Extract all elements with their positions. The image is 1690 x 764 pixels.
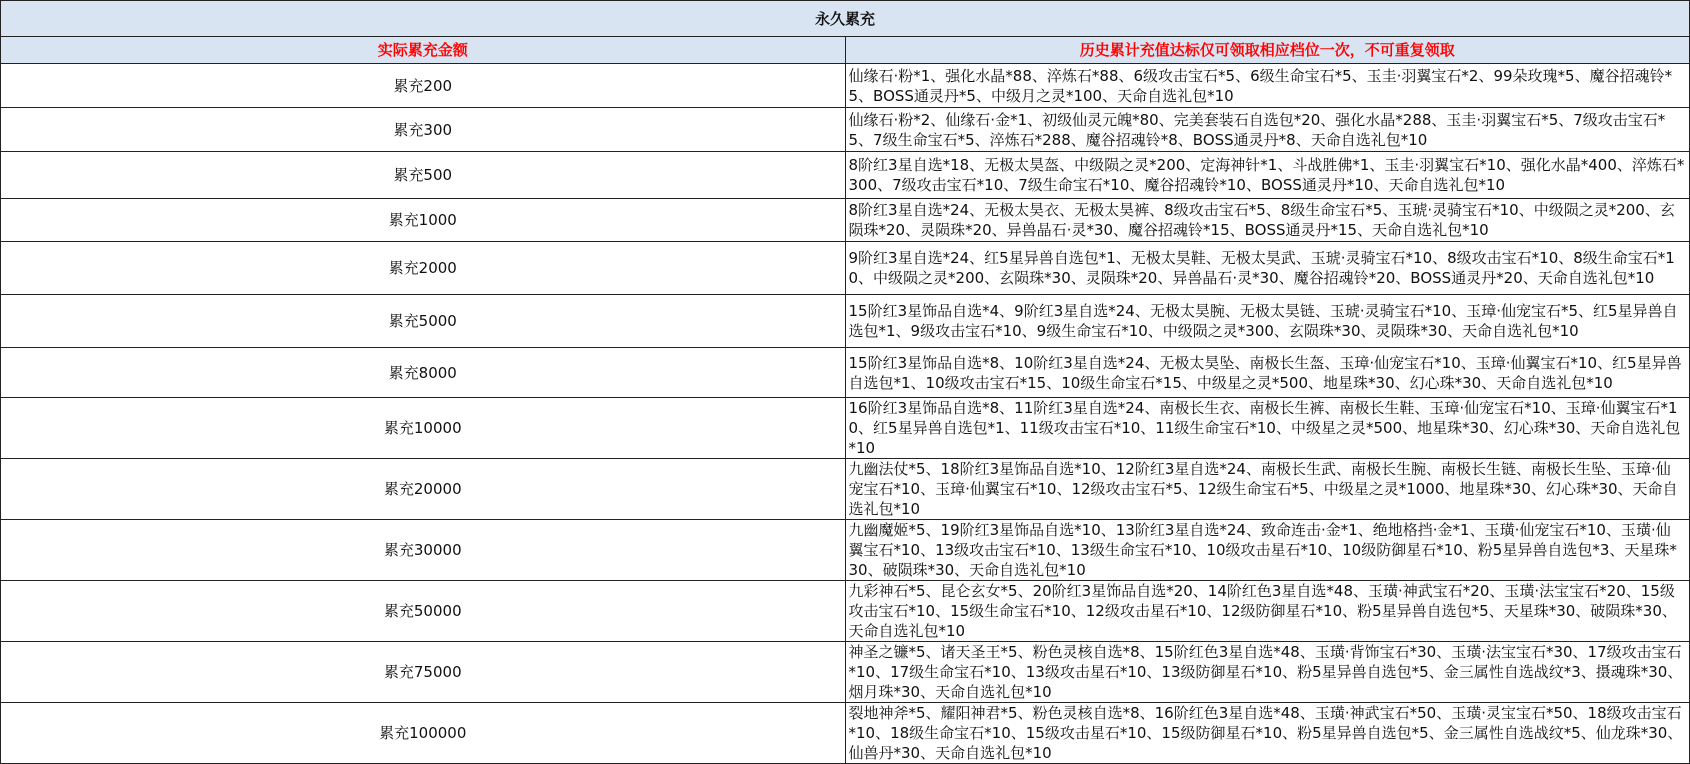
table-row: [1, 348, 1690, 398]
row-amount: 累充75000: [1, 642, 846, 703]
row-amount: 累充100000: [1, 703, 846, 764]
row-amount: 累充30000: [1, 520, 846, 581]
table-row: [1, 64, 1690, 108]
table-header-row: [1, 37, 1690, 64]
table-row: [1, 581, 1690, 642]
table-title-row: [1, 1, 1690, 37]
table-row: [1, 459, 1690, 520]
table-row: [1, 242, 1690, 295]
row-rewards: 九幽魔姬*5、19阶红3星饰品自选*10、13阶红3星自选*24、致命连击·金*1、绝地格挡·金*1、玉璜·仙宠宝石*10、玉璜·仙翼宝石*10、13级攻击宝石*10、13级生命宝石*10、10级攻击星石*10、10级防御星石*10、粉5星异兽自选包*3、天星珠*30、破陨珠*30、天命自选礼包*10: [845, 520, 1690, 581]
row-rewards: 神圣之镰*5、诸天圣王*5、粉色灵核自选*8、15阶红色3星自选*48、玉璜·背饰宝石*30、玉璜·法宝宝石*30、17级攻击宝石*10、17级生命宝石*10、13级攻击星石*10、13级防御星石*10、粉5星异兽自选包*5、金三属性自选战纹*3、摄魂珠*30、烟月珠*30、天命自选礼包*10: [845, 642, 1690, 703]
header-amount: 实际累充金额: [1, 37, 846, 64]
table-row: [1, 108, 1690, 152]
row-rewards: 16阶红3星饰品自选*8、11阶红3星自选*24、南极长生衣、南极长生裤、南极长生鞋、玉璋·仙宠宝石*10、玉璋·仙翼宝石*10、红5星异兽自选包*1、11级攻击宝石*10、11级生命宝石*10、中级星之灵*500、地星珠*30、幻心珠*30、天命自选礼包*10: [845, 398, 1690, 459]
row-amount: 累充10000: [1, 398, 846, 459]
row-amount: 累充50000: [1, 581, 846, 642]
row-amount: 累充200: [1, 64, 846, 108]
row-rewards: 8阶红3星自选*18、无极太昊盔、中级陨之灵*200、定海神针*1、斗战胜佛*1、玉圭·羽翼宝石*10、强化水晶*400、淬炼石*300、7级攻击宝石*10、7级生命宝石*10、魔谷招魂铃*10、BOSS通灵丹*10、天命自选礼包*10: [845, 152, 1690, 199]
row-rewards: 15阶红3星饰品自选*4、9阶红3星自选*24、无极太昊腕、无极太昊链、玉琥·灵骑宝石*10、玉璋·仙宠宝石*5、红5星异兽自选包*1、9级攻击宝石*10、9级生命宝石*10、中级陨之灵*300、玄陨珠*30、灵陨珠*30、天命自选礼包*10: [845, 295, 1690, 348]
row-amount: 累充1000: [1, 199, 846, 242]
table-row: [1, 152, 1690, 199]
row-rewards: 仙缘石·粉*2、仙缘石·金*1、初级仙灵元魄*80、完美套装石自选包*20、强化水晶*288、玉圭·羽翼宝石*5、7级攻击宝石*5、7级生命宝石*5、淬炼石*288、魔谷招魂铃*8、BOSS通灵丹*8、天命自选礼包*10: [845, 108, 1690, 152]
table-row: [1, 520, 1690, 581]
row-rewards: 8阶红3星自选*24、无极太昊衣、无极太昊裤、8级攻击宝石*5、8级生命宝石*5、玉琥·灵骑宝石*10、中级陨之灵*200、玄陨珠*20、灵陨珠*20、异兽晶石·灵*30、魔谷招魂铃*15、BOSS通灵丹*15、天命自选礼包*10: [845, 199, 1690, 242]
row-rewards: 九幽法仗*5、18阶红3星饰品自选*10、12阶红3星自选*24、南极长生武、南极长生腕、南极长生链、南极长生坠、玉璋·仙宠宝石*10、玉璋·仙翼宝石*10、12级攻击宝石*5、12级生命宝石*5、中级星之灵*1000、地星珠*30、幻心珠*30、天命自选礼包*10: [845, 459, 1690, 520]
table-title: 永久累充: [1, 1, 1690, 37]
row-amount: 累充8000: [1, 348, 846, 398]
row-rewards: 15阶红3星饰品自选*8、10阶红3星自选*24、无极太昊坠、南极长生盔、玉璋·仙宠宝石*10、玉璋·仙翼宝石*10、红5星异兽自选包*1、10级攻击宝石*15、10级生命宝石*15、中级星之灵*500、地星珠*30、幻心珠*30、天命自选礼包*10: [845, 348, 1690, 398]
row-rewards: 裂地神斧*5、耀阳神君*5、粉色灵核自选*8、16阶红色3星自选*48、玉璜·神武宝石*50、玉璜·灵宝宝石*50、18级攻击宝石*10、18级生命宝石*10、15级攻击星石*10、15级防御星石*10、粉5星异兽自选包*5、金三属性自选战纹*5、仙龙珠*30、仙兽丹*30、天命自选礼包*10: [845, 703, 1690, 764]
row-amount: 累充20000: [1, 459, 846, 520]
row-amount: 累充500: [1, 152, 846, 199]
row-amount: 累充5000: [1, 295, 846, 348]
table-row: [1, 398, 1690, 459]
row-rewards: 9阶红3星自选*24、红5星异兽自选包*1、无极太昊鞋、无极太昊武、玉琥·灵骑宝石*10、8级攻击宝石*10、8级生命宝石*10、中级陨之灵*200、玄陨珠*30、灵陨珠*20、异兽晶石·灵*30、魔谷招魂铃*20、BOSS通灵丹*20、天命自选礼包*10: [845, 242, 1690, 295]
row-amount: 累充300: [1, 108, 846, 152]
row-rewards: 仙缘石·粉*1、强化水晶*88、淬炼石*88、6级攻击宝石*5、6级生命宝石*5、玉圭·羽翼宝石*2、99朵玫瑰*5、魔谷招魂铃*5、BOSS通灵丹*5、中级月之灵*100、天命自选礼包*10: [845, 64, 1690, 108]
table-row: [1, 703, 1690, 764]
row-rewards: 九彩神石*5、昆仑玄女*5、20阶红3星饰品自选*20、14阶红色3星自选*48、玉璜·神武宝石*20、玉璜·法宝宝石*20、15级攻击宝石*10、15级生命宝石*10、12级攻击星石*10、12级防御星石*10、粉5星异兽自选包*5、天星珠*30、破陨珠*30、天命自选礼包*10: [845, 581, 1690, 642]
table-row: [1, 199, 1690, 242]
table-row: [1, 295, 1690, 348]
header-note: 历史累计充值达标仅可领取相应档位一次，不可重复领取: [845, 37, 1690, 64]
row-amount: 累充2000: [1, 242, 846, 295]
table-row: [1, 642, 1690, 703]
